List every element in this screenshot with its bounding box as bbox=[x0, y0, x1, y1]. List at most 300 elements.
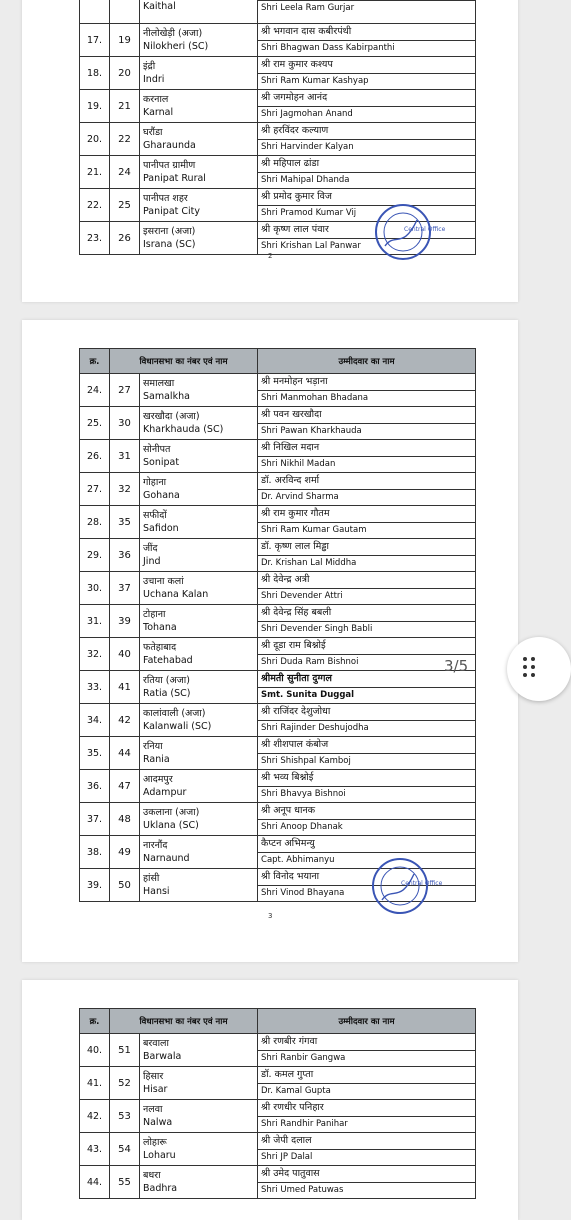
table-row bbox=[80, 156, 476, 189]
serial-number: 24. bbox=[80, 374, 110, 407]
table-row bbox=[80, 57, 476, 90]
table-row bbox=[80, 572, 476, 605]
candidate-name-english: Shri Jagmohan Anand bbox=[261, 109, 353, 119]
constituency-number: 40 bbox=[110, 638, 140, 671]
constituency-number: 22 bbox=[110, 123, 140, 156]
candidate-name-english: Shri JP Dalal bbox=[261, 1152, 313, 1162]
candidate-name-english: Shri Ranbir Gangwa bbox=[261, 1053, 346, 1063]
candidate-name bbox=[258, 506, 476, 539]
constituency-name bbox=[140, 605, 258, 638]
constituency-number: 53 bbox=[110, 1100, 140, 1133]
cell-divider bbox=[258, 1050, 475, 1051]
table-row bbox=[80, 90, 476, 123]
candidate-name bbox=[258, 24, 476, 57]
constituency-name-english: Panipat City bbox=[143, 205, 200, 217]
candidate-name-hindi: श्री विनोद भयाना bbox=[261, 871, 320, 882]
constituency-name-hindi: इंद्री bbox=[143, 60, 156, 72]
serial-number: 20. bbox=[80, 123, 110, 156]
candidate-name-english: Shri Vinod Bhayana bbox=[261, 888, 345, 898]
candidate-name bbox=[258, 737, 476, 770]
candidate-name-hindi: श्री देवेन्द्र सिंह बबली bbox=[261, 607, 332, 618]
candidate-name-english: Shri Pawan Kharkhauda bbox=[261, 426, 362, 436]
constituency-name-english: Samalkha bbox=[143, 390, 190, 402]
candidate-name-hindi: श्री राम कुमार गौतम bbox=[261, 508, 330, 519]
candidate-name-english: Shri Devender Singh Babli bbox=[261, 624, 373, 634]
table-row bbox=[80, 737, 476, 770]
constituency-name bbox=[140, 803, 258, 836]
candidate-name-hindi: श्री पवन खरखौदा bbox=[261, 409, 322, 420]
candidate-name-english: Shri Krishan Lal Panwar bbox=[261, 241, 361, 251]
table-row bbox=[80, 803, 476, 836]
serial-number: 37. bbox=[80, 803, 110, 836]
constituency-name-hindi: नीलोखेड़ी (अजा) bbox=[143, 27, 203, 39]
candidate-name-english: Shri Pramod Kumar Vij bbox=[261, 208, 357, 218]
candidate-name-hindi: श्री शीशपाल कंबोज bbox=[261, 739, 329, 750]
candidate-name-english: Shri Devender Attri bbox=[261, 591, 343, 601]
constituency-name-hindi: पानीपत ग्रामीण bbox=[143, 159, 196, 171]
cell-divider bbox=[258, 238, 475, 239]
candidate-name-hindi: श्री रणबीर गंगवा bbox=[261, 1036, 318, 1047]
header-candidate: उम्मीदवार का नाम bbox=[258, 1009, 476, 1034]
constituency-name-hindi: समालखा bbox=[143, 377, 175, 389]
constituency-name bbox=[140, 671, 258, 704]
candidate-name-hindi: श्री निखिल मदान bbox=[261, 442, 320, 453]
serial-number: 36. bbox=[80, 770, 110, 803]
candidate-name bbox=[258, 671, 476, 704]
constituency-name-hindi: रतिया (अजा) bbox=[143, 674, 190, 686]
table-row bbox=[80, 374, 476, 407]
constituency-name bbox=[140, 90, 258, 123]
cell-divider bbox=[258, 1083, 475, 1084]
candidate-name-hindi: श्री अनूप धानक bbox=[261, 805, 316, 816]
constituency-name bbox=[140, 1034, 258, 1067]
table-body bbox=[80, 1034, 476, 1199]
constituency-name bbox=[140, 374, 258, 407]
serial-number: 23. bbox=[80, 222, 110, 255]
constituency-name bbox=[140, 24, 258, 57]
candidate-name-hindi: डॉ. अरविन्द शर्मा bbox=[261, 475, 320, 486]
candidate-name bbox=[258, 770, 476, 803]
constituency-name-hindi: कालांवाली (अजा) bbox=[143, 707, 206, 719]
constituency-number: 19 bbox=[110, 24, 140, 57]
constituency-name-english: Hansi bbox=[143, 885, 170, 897]
serial-number: 42. bbox=[80, 1100, 110, 1133]
serial-number: 26. bbox=[80, 440, 110, 473]
serial-number: 31. bbox=[80, 605, 110, 638]
candidate-name-hindi: श्री कृष्ण लाल पंवार bbox=[261, 224, 329, 235]
candidate-name bbox=[258, 407, 476, 440]
table-row bbox=[80, 704, 476, 737]
candidate-name-english: Dr. Krishan Lal Middha bbox=[261, 558, 357, 568]
candidate-name bbox=[258, 1133, 476, 1166]
header-serial: क्र. bbox=[80, 1009, 110, 1034]
serial-number: 19. bbox=[80, 90, 110, 123]
constituency-number: 25 bbox=[110, 189, 140, 222]
table-body bbox=[80, 374, 476, 902]
constituency-number: 32 bbox=[110, 473, 140, 506]
constituency-name bbox=[140, 737, 258, 770]
candidate-name bbox=[258, 1100, 476, 1133]
constituency-name bbox=[140, 156, 258, 189]
constituency-number: 50 bbox=[110, 869, 140, 902]
constituency-name bbox=[140, 704, 258, 737]
constituency-name-hindi: उचाना कलां bbox=[143, 575, 184, 587]
serial-number: 39. bbox=[80, 869, 110, 902]
candidate-name-hindi: श्री भव्य बिश्नोई bbox=[261, 772, 314, 783]
candidate-name-hindi: श्री देवेन्द्र अत्री bbox=[261, 574, 310, 585]
serial-number: 35. bbox=[80, 737, 110, 770]
header-serial: क्र. bbox=[80, 349, 110, 374]
candidate-name-english: Shri Anoop Dhanak bbox=[261, 822, 343, 832]
constituency-name-english: Safidon bbox=[143, 522, 179, 534]
constituency-number: 42 bbox=[110, 704, 140, 737]
cell-divider bbox=[258, 390, 475, 391]
table-row bbox=[80, 123, 476, 156]
candidate-name-english: Shri Duda Ram Bishnoi bbox=[261, 657, 359, 667]
constituency-name bbox=[140, 1133, 258, 1166]
table-row bbox=[80, 671, 476, 704]
serial-number: 43. bbox=[80, 1133, 110, 1166]
candidate-table bbox=[79, 348, 476, 902]
constituency-name-english: Hisar bbox=[143, 1083, 168, 1095]
constituency-name-english: Uklana (SC) bbox=[143, 819, 199, 831]
candidate-name-hindi: श्री हरविंदर कल्याण bbox=[261, 125, 329, 136]
candidate-name-hindi: श्री महिपाल ढांडा bbox=[261, 158, 320, 169]
constituency-number: 55 bbox=[110, 1166, 140, 1199]
candidate-name bbox=[258, 189, 476, 222]
serial-number: 17. bbox=[80, 24, 110, 57]
constituency-name-hindi: फतेहाबाद bbox=[143, 641, 177, 653]
official-seal-icon bbox=[373, 202, 446, 262]
candidate-table-page-3 bbox=[79, 348, 476, 902]
seal-text: Central Office bbox=[404, 226, 446, 233]
table-row bbox=[80, 1133, 476, 1166]
constituency-name-hindi: करनाल bbox=[143, 93, 169, 105]
candidate-name bbox=[258, 374, 476, 407]
candidate-name-english: Shri Ram Kumar Gautam bbox=[261, 525, 367, 535]
candidate-name-hindi: श्री उमेद पातुवास bbox=[261, 1168, 320, 1179]
candidate-name bbox=[258, 704, 476, 737]
candidate-name-english: Shri Randhir Panihar bbox=[261, 1119, 348, 1129]
serial-number: 27. bbox=[80, 473, 110, 506]
constituency-name bbox=[140, 1100, 258, 1133]
constituency-name bbox=[140, 869, 258, 902]
constituency-name bbox=[140, 506, 258, 539]
constituency-number: 51 bbox=[110, 1034, 140, 1067]
constituency-number: 47 bbox=[110, 770, 140, 803]
candidate-name bbox=[258, 539, 476, 572]
constituency-name bbox=[140, 473, 258, 506]
cell-divider bbox=[258, 73, 475, 74]
constituency-number: 37 bbox=[110, 572, 140, 605]
table-header-row bbox=[80, 349, 476, 374]
constituency-name bbox=[140, 189, 258, 222]
candidate-name-hindi: श्री राजिंदर देशुजोधा bbox=[261, 706, 331, 717]
cell-divider bbox=[258, 555, 475, 556]
candidate-name-english: Shri Shishpal Kamboj bbox=[261, 756, 351, 766]
table-row bbox=[80, 638, 476, 671]
cell-divider bbox=[258, 40, 475, 41]
constituency-name-hindi: रनिया bbox=[143, 740, 163, 752]
cell-divider bbox=[258, 786, 475, 787]
constituency-name-english: Karnal bbox=[143, 106, 174, 118]
cell-divider bbox=[258, 423, 475, 424]
candidate-name-hindi: डॉ. कमल गुप्ता bbox=[261, 1069, 314, 1080]
constituency-name-english: Narnaund bbox=[143, 852, 190, 864]
constituency-name bbox=[140, 1067, 258, 1100]
constituency-name-english: Fatehabad bbox=[143, 654, 193, 666]
candidate-name-english: Shri Rajinder Deshujodha bbox=[261, 723, 369, 733]
candidate-name-hindi: श्री मनमोहन भड़ाना bbox=[261, 376, 328, 387]
constituency-number bbox=[110, 0, 140, 24]
candidate-name-english: Shri Bhavya Bishnoi bbox=[261, 789, 346, 799]
constituency-name bbox=[140, 0, 258, 24]
constituency-name-hindi: सफीदों bbox=[143, 509, 167, 521]
constituency-number: 36 bbox=[110, 539, 140, 572]
candidate-name-english: Shri Bhagwan Dass Kabirpanthi bbox=[261, 43, 395, 53]
table-row bbox=[80, 1067, 476, 1100]
constituency-number: 30 bbox=[110, 407, 140, 440]
constituency-name bbox=[140, 123, 258, 156]
candidate-name bbox=[258, 123, 476, 156]
cell-divider bbox=[258, 1116, 475, 1117]
candidate-name-hindi: श्री जगमोहन आनंद bbox=[261, 92, 328, 103]
table-row bbox=[80, 539, 476, 572]
table-row bbox=[80, 1034, 476, 1067]
table-row bbox=[80, 24, 476, 57]
candidate-name-hindi: कैप्टन अभिमन्यु bbox=[261, 838, 315, 849]
constituency-number: 21 bbox=[110, 90, 140, 123]
constituency-number: 48 bbox=[110, 803, 140, 836]
constituency-name-hindi: गोहाना bbox=[143, 476, 167, 488]
candidate-name bbox=[258, 1067, 476, 1100]
cell-divider bbox=[258, 687, 475, 688]
candidate-name bbox=[258, 638, 476, 671]
seal-text: Central Office bbox=[401, 880, 443, 887]
candidate-name-hindi: श्री रणधीर पनिहार bbox=[261, 1102, 324, 1113]
cell-divider bbox=[258, 885, 475, 886]
constituency-name-hindi: हिसार bbox=[143, 1070, 164, 1082]
official-seal-icon bbox=[370, 856, 443, 916]
candidate-name bbox=[258, 572, 476, 605]
constituency-name-hindi: हांसी bbox=[143, 872, 160, 884]
constituency-number: 24 bbox=[110, 156, 140, 189]
constituency-name-hindi: घरौंडा bbox=[143, 126, 163, 138]
table-row bbox=[80, 506, 476, 539]
constituency-name-hindi: जींद bbox=[143, 542, 158, 554]
candidate-name bbox=[258, 605, 476, 638]
constituency-number: 35 bbox=[110, 506, 140, 539]
constituency-number: 20 bbox=[110, 57, 140, 90]
table-row bbox=[80, 0, 476, 24]
candidate-name-hindi: डॉ. कृष्ण लाल मिड्ढा bbox=[261, 541, 329, 552]
cell-divider bbox=[258, 1182, 475, 1183]
table-row bbox=[80, 770, 476, 803]
constituency-name-english: Ratia (SC) bbox=[143, 687, 191, 699]
constituency-number: 26 bbox=[110, 222, 140, 255]
serial-number: 41. bbox=[80, 1067, 110, 1100]
constituency-name-english: Jind bbox=[143, 555, 161, 567]
constituency-number: 44 bbox=[110, 737, 140, 770]
candidate-name bbox=[258, 836, 476, 869]
document-page-4 bbox=[22, 980, 518, 1220]
candidate-name-hindi: श्री प्रमोद कुमार विज bbox=[261, 191, 332, 202]
serial-number: 25. bbox=[80, 407, 110, 440]
serial-number: 32. bbox=[80, 638, 110, 671]
cell-divider bbox=[258, 205, 475, 206]
table-row bbox=[80, 1100, 476, 1133]
cell-divider bbox=[258, 588, 475, 589]
cell-divider bbox=[258, 1149, 475, 1150]
constituency-name-hindi: पानीपत शहर bbox=[143, 192, 188, 204]
constituency-name bbox=[140, 638, 258, 671]
constituency-name bbox=[140, 440, 258, 473]
candidate-name-english: Shri Ram Kumar Kashyap bbox=[261, 76, 369, 86]
candidate-name-hindi: श्री दूडा राम बिश्नोई bbox=[261, 640, 326, 651]
constituency-name-english: Sonipat bbox=[143, 456, 180, 468]
constituency-name-hindi: इसराना (अजा) bbox=[143, 225, 196, 237]
constituency-name-hindi: बधरा bbox=[143, 1169, 161, 1181]
table-row bbox=[80, 440, 476, 473]
constituency-name-english: Gharaunda bbox=[143, 139, 196, 151]
table-row bbox=[80, 473, 476, 506]
serial-number: 33. bbox=[80, 671, 110, 704]
cell-divider bbox=[258, 753, 475, 754]
page-number: 2 bbox=[268, 252, 273, 260]
constituency-name-english: Rania bbox=[143, 753, 170, 765]
constituency-name-english: Tohana bbox=[143, 621, 177, 633]
dots-grid-icon[interactable] bbox=[507, 637, 571, 701]
serial-number: 30. bbox=[80, 572, 110, 605]
constituency-name bbox=[140, 57, 258, 90]
constituency-name-hindi: नलवा bbox=[143, 1103, 163, 1115]
candidate-name-english: Dr. Kamal Gupta bbox=[261, 1086, 331, 1096]
header-constituency: विधानसभा का नंबर एवं नाम bbox=[110, 1009, 258, 1034]
constituency-number: 27 bbox=[110, 374, 140, 407]
candidate-name bbox=[258, 0, 476, 24]
cell-divider bbox=[258, 489, 475, 490]
constituency-name bbox=[140, 1166, 258, 1199]
table-row bbox=[80, 407, 476, 440]
constituency-name-english: Gohana bbox=[143, 489, 180, 501]
candidate-name-english: Shri Mahipal Dhanda bbox=[261, 175, 350, 185]
constituency-name-english: Uchana Kalan bbox=[143, 588, 209, 600]
candidate-name-english: Capt. Abhimanyu bbox=[261, 855, 335, 865]
cell-divider bbox=[258, 456, 475, 457]
cell-divider bbox=[258, 139, 475, 140]
serial-number: 38. bbox=[80, 836, 110, 869]
constituency-name-english: Nilokheri (SC) bbox=[143, 40, 209, 52]
cell-divider bbox=[258, 522, 475, 523]
table-row bbox=[80, 605, 476, 638]
constituency-name-english: Kaithal bbox=[143, 1, 176, 12]
constituency-name-hindi: टोहाना bbox=[143, 608, 166, 620]
constituency-name bbox=[140, 770, 258, 803]
cell-divider bbox=[258, 852, 475, 853]
candidate-name bbox=[258, 156, 476, 189]
constituency-name bbox=[140, 572, 258, 605]
constituency-name-english: Badhra bbox=[143, 1182, 178, 1194]
serial-number: 22. bbox=[80, 189, 110, 222]
constituency-number: 39 bbox=[110, 605, 140, 638]
candidate-name-hindi: श्री राम कुमार कश्यप bbox=[261, 59, 333, 70]
constituency-number: 31 bbox=[110, 440, 140, 473]
candidate-name-english: Shri Harvinder Kalyan bbox=[261, 142, 354, 152]
constituency-name bbox=[140, 836, 258, 869]
candidate-name bbox=[258, 803, 476, 836]
table-header-row bbox=[80, 1009, 476, 1034]
constituency-name-hindi: सोनीपत bbox=[143, 443, 171, 455]
serial-number: 34. bbox=[80, 704, 110, 737]
page-number: 3 bbox=[268, 912, 273, 920]
cell-divider bbox=[258, 172, 475, 173]
serial-number: 21. bbox=[80, 156, 110, 189]
candidate-name bbox=[258, 90, 476, 123]
cell-divider bbox=[258, 654, 475, 655]
constituency-name-english: Kharkhauda (SC) bbox=[143, 423, 224, 435]
candidate-name bbox=[258, 473, 476, 506]
candidate-table bbox=[79, 1008, 476, 1199]
page-indicator: 3/5 bbox=[444, 657, 469, 675]
constituency-name-hindi: बरवाला bbox=[143, 1037, 169, 1049]
serial-number: 40. bbox=[80, 1034, 110, 1067]
candidate-name-hindi: श्री जेपी दलाल bbox=[261, 1135, 312, 1146]
candidate-name-hindi: श्रीमती सुनीता दुग्गल bbox=[261, 673, 332, 684]
serial-number: 44. bbox=[80, 1166, 110, 1199]
constituency-name-english: Loharu bbox=[143, 1149, 176, 1161]
constituency-number: 54 bbox=[110, 1133, 140, 1166]
candidate-name bbox=[258, 57, 476, 90]
cell-divider bbox=[258, 621, 475, 622]
constituency-name-english: Israna (SC) bbox=[143, 238, 196, 250]
constituency-name-english: Barwala bbox=[143, 1050, 182, 1062]
constituency-number: 41 bbox=[110, 671, 140, 704]
serial-number bbox=[80, 0, 110, 24]
constituency-name bbox=[140, 222, 258, 255]
candidate-name-english: Smt. Sunita Duggal bbox=[261, 690, 355, 700]
document-page-3 bbox=[22, 320, 518, 962]
candidate-name bbox=[258, 440, 476, 473]
serial-number: 28. bbox=[80, 506, 110, 539]
candidate-name-english: Shri Leela Ram Gurjar bbox=[261, 3, 355, 13]
cell-divider bbox=[258, 106, 475, 107]
table-row bbox=[80, 1166, 476, 1199]
candidate-name-english: Shri Nikhil Madan bbox=[261, 459, 336, 469]
header-constituency: विधानसभा का नंबर एवं नाम bbox=[110, 349, 258, 374]
candidate-name-english: Shri Manmohan Bhadana bbox=[261, 393, 369, 403]
candidate-name-english: Dr. Arvind Sharma bbox=[261, 492, 339, 502]
header-candidate: उम्मीदवार का नाम bbox=[258, 349, 476, 374]
cell-divider bbox=[258, 720, 475, 721]
constituency-name-hindi: खरखौदा (अजा) bbox=[143, 410, 200, 422]
cell-divider bbox=[258, 0, 475, 1]
constituency-name-english: Indri bbox=[143, 73, 165, 85]
constituency-name-english: Kalanwali (SC) bbox=[143, 720, 212, 732]
candidate-name-english: Shri Umed Patuwas bbox=[261, 1185, 344, 1195]
candidate-name bbox=[258, 869, 476, 902]
constituency-name-hindi: उकलाना (अजा) bbox=[143, 806, 200, 818]
constituency-name-hindi: आदमपुर bbox=[143, 773, 173, 785]
constituency-name bbox=[140, 539, 258, 572]
constituency-name-hindi: नारनौंद bbox=[143, 839, 168, 851]
constituency-number: 52 bbox=[110, 1067, 140, 1100]
candidate-name bbox=[258, 1034, 476, 1067]
serial-number: 18. bbox=[80, 57, 110, 90]
constituency-name bbox=[140, 407, 258, 440]
constituency-name-english: Nalwa bbox=[143, 1116, 173, 1128]
cell-divider bbox=[258, 819, 475, 820]
constituency-number: 49 bbox=[110, 836, 140, 869]
